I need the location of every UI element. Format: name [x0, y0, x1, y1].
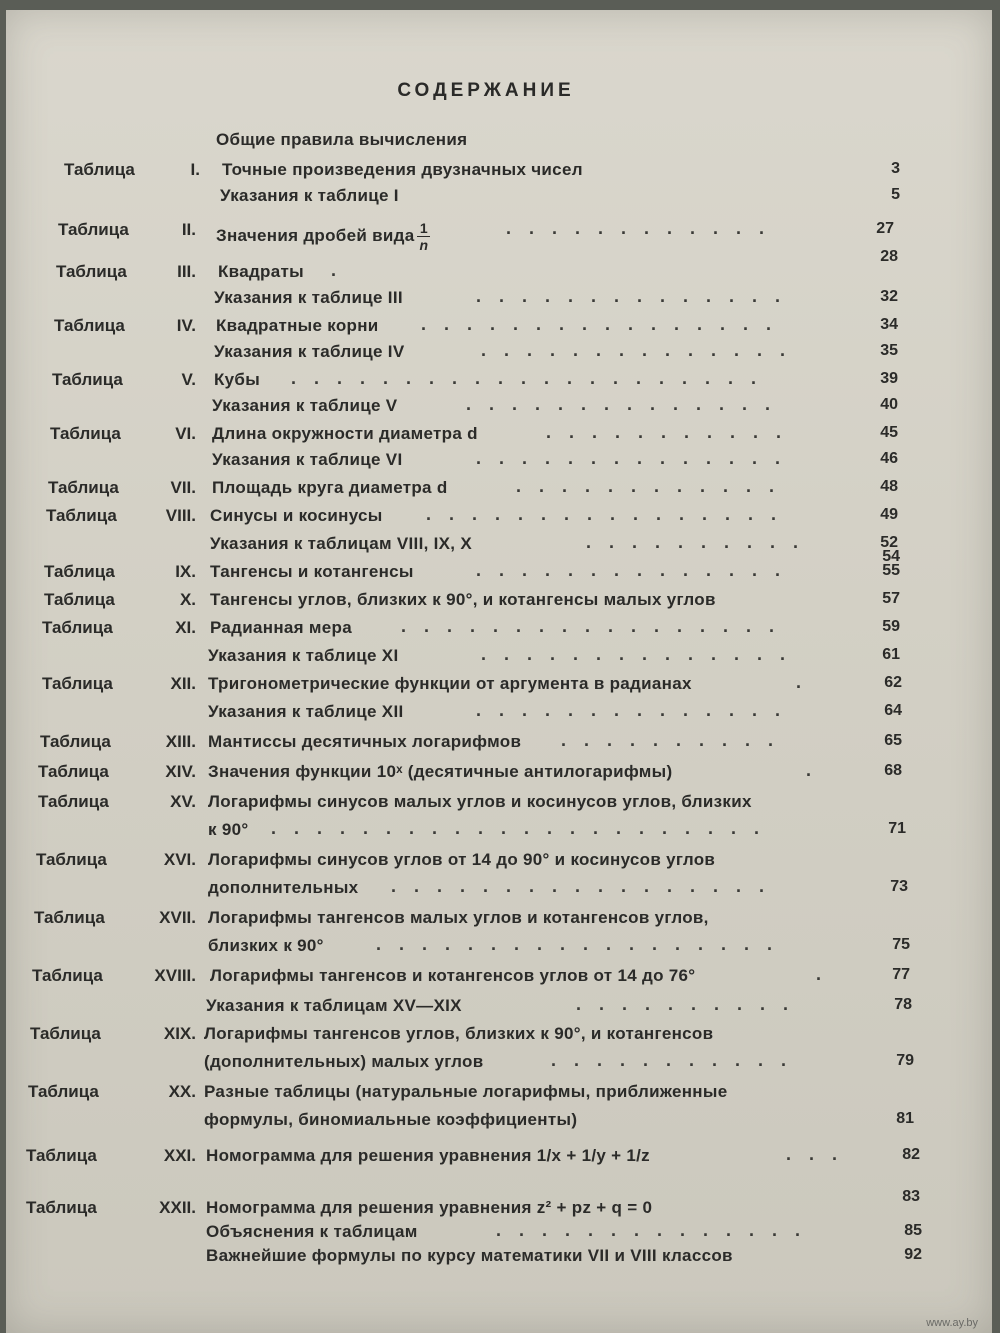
leader-dots: ... [786, 1144, 856, 1164]
toc-entry-title [208, 820, 248, 840]
toc-table-number: VIII. [165, 506, 196, 525]
toc-table-number: XIII. [165, 732, 196, 751]
toc-page-number: 75 [892, 936, 910, 953]
leader-dots: .................. [376, 934, 791, 954]
toc-entry-title [204, 1082, 727, 1102]
toc-entry-title [208, 936, 324, 956]
toc-entry-title [208, 646, 398, 666]
toc-entry [6, 158, 992, 186]
toc-page-number: 49 [880, 506, 898, 523]
toc-table-label: Таблица [34, 908, 105, 927]
toc-entry-title-text: Указания к таблице IV [214, 342, 405, 361]
toc-page-number: 59 [882, 618, 900, 635]
toc-page-number: 35 [880, 342, 898, 359]
toc-entry-title [212, 450, 402, 470]
toc-page-number: 34 [880, 316, 898, 333]
toc-page-number: 77 [892, 966, 910, 983]
leader-dots: .............. [476, 286, 799, 306]
leader-dots: ..................... [291, 368, 775, 388]
leader-dots: .............. [481, 340, 804, 360]
toc-entry-title [208, 792, 752, 812]
leader-dots: .............. [496, 1220, 819, 1240]
toc-page-number: 28 [880, 248, 898, 265]
toc-entry [6, 964, 992, 992]
leader-dots: . [806, 760, 830, 780]
toc-table-number: I. [190, 160, 200, 179]
toc-entry-title-text: формулы, биномиальные коэффициенты) [204, 1110, 578, 1129]
toc-table-number: XX. [168, 1082, 196, 1101]
leader-dots: .............. [476, 560, 799, 580]
toc-entry-title [208, 908, 709, 928]
toc-table-number: XIX. [163, 1024, 196, 1043]
toc-entry-title-text: близких к 90° [208, 936, 324, 955]
toc-entry [6, 394, 992, 422]
toc-entry-title-text: Указания к таблице XII [208, 702, 404, 721]
toc-entry [6, 876, 992, 904]
toc-entry-title-text: Тангенсы и котангенсы [210, 562, 414, 581]
toc-table-label: Таблица [52, 370, 123, 389]
toc-page-number: 61 [882, 646, 900, 663]
toc-table-number: XI. [175, 618, 196, 637]
toc-entry-title-text: Указания к таблице III [214, 288, 403, 307]
toc-table-number: VII. [170, 478, 196, 497]
toc-table-label: Таблица [54, 316, 125, 335]
toc-entry-title-text: Разные таблицы (натуральные логарифмы, приближенные [204, 1082, 728, 1101]
toc-entry [6, 260, 992, 288]
toc-table-number: XVIII. [154, 966, 196, 985]
toc-page-number: 45 [880, 424, 898, 441]
toc-entry-title-text: Логарифмы синусов малых углов и косинусов углов, близких [208, 792, 752, 811]
toc-entry-title [210, 562, 414, 582]
toc-entry-title-text: Тригонометрические функции от аргумента в радианах [208, 674, 692, 693]
toc-entry-title-text: Логарифмы синусов углов от 14 до 90° и косинусов углов [208, 850, 716, 869]
toc-entry [6, 448, 992, 476]
toc-page-number: 68 [884, 762, 902, 779]
toc-entry-title [210, 506, 383, 526]
toc-entry-title [204, 1024, 713, 1044]
toc-page-number: 78 [894, 996, 912, 1013]
toc-entry-title [208, 732, 521, 752]
toc-entry [6, 994, 992, 1022]
toc-page-number: 65 [884, 732, 902, 749]
toc-table-label: Таблица [28, 1082, 99, 1101]
toc-entry [6, 1244, 992, 1272]
leader-dots: ........... [546, 422, 800, 442]
toc-page-number: 54 [882, 548, 900, 565]
toc-entry-title [208, 762, 672, 782]
toc-page-number: 81 [896, 1110, 914, 1127]
toc-table-number: XIV. [165, 762, 196, 781]
toc-entry [6, 790, 992, 818]
toc-entry-title [210, 966, 695, 986]
toc-page-number: 79 [896, 1052, 914, 1069]
toc-page-number: 57 [882, 590, 900, 607]
toc-entry [6, 644, 992, 672]
toc-table-number: III. [177, 262, 196, 281]
toc-entry-title-text: Радианная мера [210, 618, 352, 637]
toc-table-number: IX. [175, 562, 196, 581]
toc-page-number: 40 [880, 396, 898, 413]
page-title: СОДЕРЖАНИЕ [397, 80, 575, 101]
toc-table-label: Таблица [56, 262, 127, 281]
toc-table-label: Таблица [40, 732, 111, 751]
toc-table-number: VI. [175, 424, 196, 443]
toc-table-label: Таблица [26, 1198, 97, 1217]
toc-entry-title-text: Квадраты [218, 262, 304, 281]
toc-entry [6, 184, 992, 212]
toc-table-number: XXII. [159, 1198, 196, 1217]
toc-entry [6, 128, 992, 156]
toc-entry-title [218, 262, 304, 282]
toc-entry-title [212, 396, 397, 416]
toc-table-number: XII. [170, 674, 196, 693]
toc-entry [6, 760, 992, 788]
toc-page-number: 52 [880, 534, 898, 551]
toc-entry-title-text: Логарифмы тангенсов и котангенсов углов от 14 до 76° [210, 966, 696, 985]
toc-entry-title-text: Логарифмы тангенсов углов, близких к 90°, и котангенсов [204, 1024, 714, 1043]
toc-entry [6, 848, 992, 876]
toc-table-label: Таблица [58, 220, 129, 239]
leader-dots: .......... [586, 532, 817, 552]
toc-table-label: Таблица [38, 792, 109, 811]
toc-table-label: Таблица [38, 762, 109, 781]
toc-entry [6, 906, 992, 934]
toc-page-number: 73 [890, 878, 908, 895]
toc-entry-title-text: Тангенсы углов, близких к 90°, и котангенсы малых углов [210, 590, 716, 609]
toc-entry-title-text: Значения функции 10ˣ (десятичные антилогарифмы) [208, 762, 673, 781]
toc-entry-title [216, 316, 379, 336]
toc-entry-title [214, 370, 260, 390]
toc-page-number: 39 [880, 370, 898, 387]
toc-entry-title [214, 288, 403, 308]
watermark-text: www.ay.by [926, 1317, 978, 1329]
leader-dots: ................. [391, 876, 783, 896]
toc-page-number: 92 [904, 1246, 922, 1263]
toc-entry [6, 422, 992, 450]
toc-entry-title-text: Квадратные корни [216, 316, 379, 335]
toc-entry-title-text: Синусы и косинусы [210, 506, 383, 525]
toc-entry-title [206, 1198, 652, 1218]
toc-page-number: 27 [876, 220, 894, 237]
toc-entry-title [208, 878, 358, 898]
toc-entry [6, 504, 992, 532]
toc-entry [6, 730, 992, 758]
fraction-denominator: n [419, 237, 429, 253]
toc-entry [6, 672, 992, 700]
leader-dots: . [816, 964, 840, 984]
toc-table-label: Таблица [44, 590, 115, 609]
toc-table-number: V. [181, 370, 196, 389]
toc-page-number: 55 [882, 562, 900, 579]
toc-entry-title-text: Значения дробей вида [216, 225, 415, 245]
toc-entry-title [204, 1110, 577, 1130]
toc-entry-title [222, 160, 583, 180]
toc-table-label: Таблица [30, 1024, 101, 1043]
toc-entry [6, 286, 992, 314]
toc-entry-title [216, 130, 467, 150]
toc-page-number: 5 [891, 186, 900, 203]
toc-entry-title-text: Общие правила вычисления [216, 130, 468, 149]
toc-entry [6, 218, 992, 253]
toc-page-number: 62 [884, 674, 902, 691]
toc-table-label: Таблица [46, 506, 117, 525]
toc-table-label: Таблица [64, 160, 135, 179]
leader-dots: .............. [481, 644, 804, 664]
leader-dots: ............ [506, 218, 783, 238]
toc-entry-title [206, 1246, 733, 1266]
toc-entry-title [210, 618, 352, 638]
toc-entry [6, 560, 992, 588]
toc-entry-title-text: Точные произведения двузначных чисел [222, 160, 583, 179]
leader-dots: ................. [401, 616, 793, 636]
toc-table-label: Таблица [42, 674, 113, 693]
toc-entry-title-text: Указания к таблицам VIII, IX, X [210, 534, 472, 553]
toc-page-number: 71 [888, 820, 906, 837]
toc-entry-title-text: Мантиссы десятичных логарифмов [208, 732, 522, 751]
toc-table-label: Таблица [36, 850, 107, 869]
toc-entry-title-text: Указания к таблице I [220, 186, 399, 205]
toc-entry-title [208, 850, 715, 870]
toc-entry [6, 1108, 992, 1136]
toc-entry [6, 1050, 992, 1078]
leader-dots: ...................... [271, 818, 778, 838]
leader-dots: ................ [426, 504, 795, 524]
toc-entry-title-text: Площадь круга диаметра d [212, 478, 448, 497]
toc-page-number: 3 [891, 160, 900, 177]
toc-table-label: Таблица [32, 966, 103, 985]
toc-entry-title-text: Указания к таблицам XV—XIX [206, 996, 462, 1015]
toc-entry [6, 1080, 992, 1108]
toc-table-label: Таблица [50, 424, 121, 443]
toc-entry-title [204, 1052, 483, 1072]
toc-table-number: II. [181, 220, 196, 239]
leader-dots: .......... [576, 994, 807, 1014]
toc-table-number: XV. [170, 792, 196, 811]
toc-entry [6, 1144, 992, 1172]
toc-page-number: 64 [884, 702, 902, 719]
toc-page-number: 46 [880, 450, 898, 467]
toc-entry-title [208, 674, 692, 694]
toc-entry-title-text: Указания к таблице XI [208, 646, 399, 665]
leader-dots: ............ [516, 476, 793, 496]
toc-entry-title-text: дополнительных [208, 878, 359, 897]
toc-entry-title [210, 590, 716, 610]
toc-entry-title-text: Объяснения к таблицам [206, 1222, 418, 1241]
toc-entry [6, 368, 992, 396]
toc-entry-title [206, 1146, 650, 1166]
toc-entry-title-text: Номограмма для решения уравнения 1/x + 1/y + 1/z [206, 1146, 650, 1165]
toc-table-label: Таблица [42, 618, 113, 637]
toc-entry-title [206, 1222, 418, 1242]
toc-entry-title [220, 186, 399, 206]
toc-entry-title-text: Указания к таблице VI [212, 450, 403, 469]
toc-entry-title [206, 996, 462, 1016]
toc-table-label: Таблица [44, 562, 115, 581]
toc-entry-title-text: Кубы [214, 370, 261, 389]
toc-page-number: 85 [904, 1222, 922, 1239]
leader-dots: .......... [561, 730, 792, 750]
toc-entry [6, 1022, 992, 1050]
book-page [6, 10, 992, 1333]
toc-entry [6, 934, 992, 962]
toc-entry [6, 818, 992, 846]
leader-dots: . [796, 672, 820, 692]
leader-dots: .............. [476, 700, 799, 720]
toc-entry-title-text: Логарифмы тангенсов малых углов и котангенсов углов, [208, 908, 709, 927]
fraction-numerator: 1 [417, 220, 430, 237]
toc-entry [6, 700, 992, 728]
toc-entry-title [212, 424, 478, 444]
toc-table-number: XVII. [159, 908, 196, 927]
toc-entry-title-text: Длина окружности диаметра d [212, 424, 478, 443]
toc-table-number: XVI. [163, 850, 196, 869]
toc-entry-title-text: Номограмма для решения уравнения z² + pz + q = 0 [206, 1198, 653, 1217]
toc-page-number: 48 [880, 478, 898, 495]
toc-entry-title-text: к 90° [208, 820, 249, 839]
toc-entry-title [208, 702, 404, 722]
toc-entry [6, 340, 992, 368]
toc-table-number: XXI. [163, 1146, 196, 1165]
leader-dots: . [331, 260, 355, 280]
toc-table-label: Таблица [26, 1146, 97, 1165]
toc-entry [6, 616, 992, 644]
toc-entry [6, 588, 992, 616]
toc-page-number: 83 [902, 1188, 920, 1205]
toc-page-number: 82 [902, 1146, 920, 1163]
toc-entry [6, 314, 992, 342]
toc-entry-title-text: Указания к таблице V [212, 396, 398, 415]
toc-table-number: IV. [176, 316, 196, 335]
toc-entry [6, 476, 992, 504]
toc-table-label: Таблица [48, 478, 119, 497]
leader-dots: ................ [421, 314, 790, 334]
leader-dots: .............. [466, 394, 789, 414]
leader-dots: .............. [476, 448, 799, 468]
toc-entry-title-text: Важнейшие формулы по курсу математики VII и VIII классов [206, 1246, 733, 1265]
toc-entry-title-text: (дополнительных) малых углов [204, 1052, 484, 1071]
toc-page-number: 32 [880, 288, 898, 305]
toc-table-number: X. [179, 590, 196, 609]
toc-entry-title [212, 478, 448, 498]
toc-entry-title [214, 342, 404, 362]
leader-dots: ........... [551, 1050, 805, 1070]
